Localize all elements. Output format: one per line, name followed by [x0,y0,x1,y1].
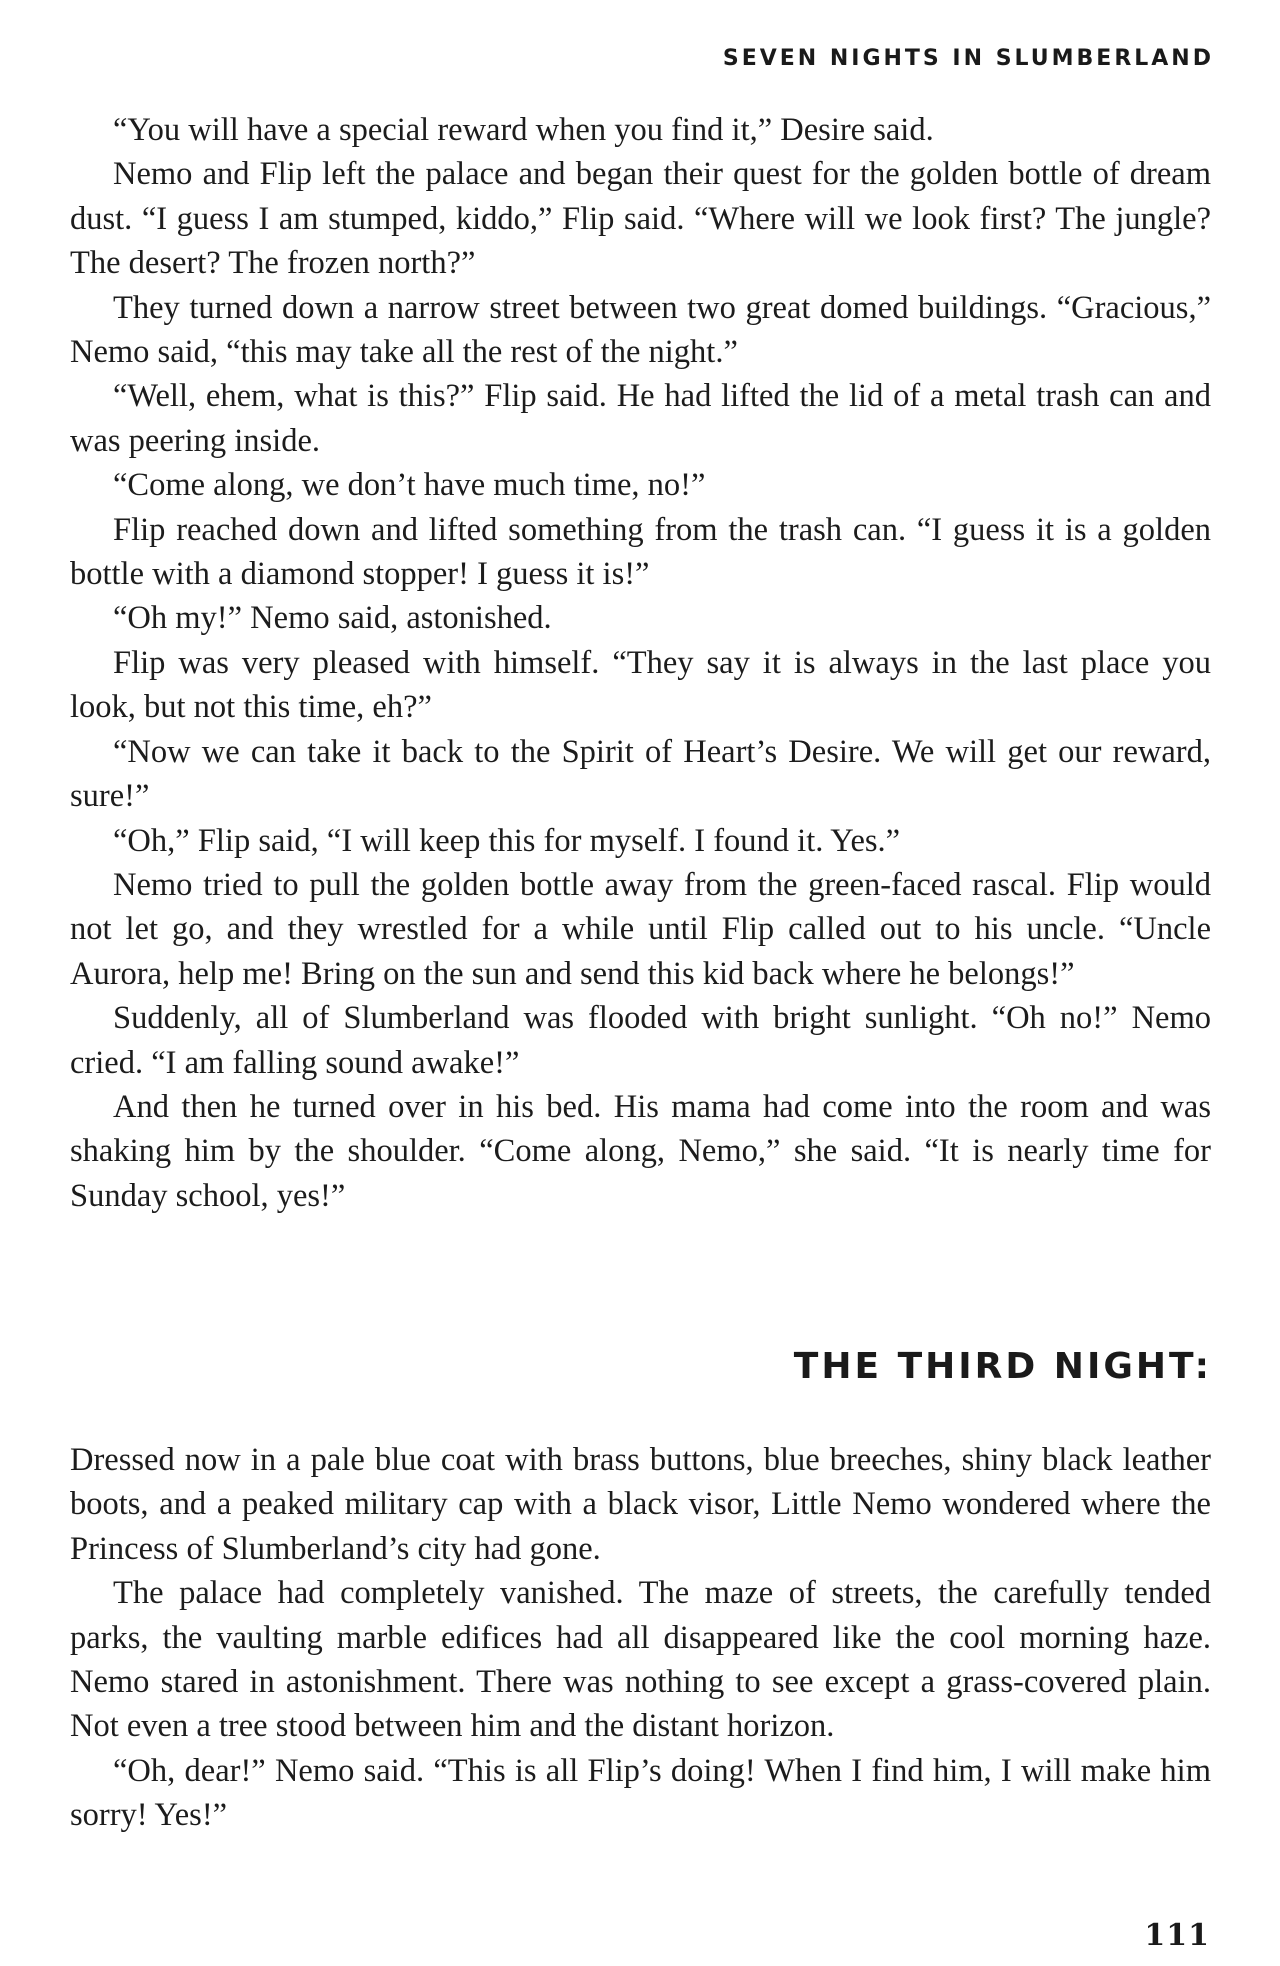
paragraph: “Oh my!” Nemo said, astonished. [113,600,552,637]
paragraph: The palace had completely vanished. The maze of streets, the carefully tended parks, the vaulting marble edifices had all disappeared like the cool morning haze. Nemo stared in astonishment. There was nothing to see except a grass-covered plain. Not even a tree stood between him and the distant horizon. [70,1575,1211,1745]
page-number: 111 [1144,1918,1210,1953]
paragraph: Nemo and Flip left the palace and began their quest for the golden bottle of dream dust. “I guess I am stumped, kiddo,” Flip said. “Where will we look first? The jungle? The desert? The frozen north?” [70,156,1211,282]
paragraph: “Oh,” Flip said, “I will keep this for myself. I found it. Yes.” [113,822,901,859]
paragraph: “Now we can take it back to the Spirit of Heart’s Desire. We will get our reward, sure!” [70,733,1211,815]
running-head: SEVEN NIGHTS IN SLUMBERLAND [722,46,1214,71]
paragraph: And then he turned over in his bed. His mama had come into the room and was shaking him by the shoulder. “Come along, Nemo,” she said. “It is nearly time for Sunday school, yes!” [70,1088,1211,1214]
paragraph: Nemo tried to pull the golden bottle away from the green-faced rascal. Flip would not let go, and they wrestled for a while until Flip called out to his uncle. “Uncle Aurora, help me! Bring on the sun and send this kid back where he belongs!” [70,866,1211,992]
paragraph: “Well, ehem, what is this?” Flip said. He had lifted the lid of a metal trash can and was peering inside. [70,378,1211,459]
paragraph: They turned down a narrow street between two great domed buildings. “Gracious,” Nemo said, “this may take all the rest of the night.” [70,289,1211,371]
body-text-after-heading [70,1438,1211,1838]
body-text-before-heading [70,108,1211,1218]
paragraph: Flip reached down and lifted something from the trash can. “I guess it is a golden bottle with a diamond stopper! I guess it is!” [70,511,1211,593]
paragraph: Flip was very pleased with himself. “They say it is always in the last place you look, but not this time, eh?” [70,644,1211,726]
paragraph: Dressed now in a pale blue coat with brass buttons, blue breeches, shiny black leather boots, and a peaked military cap with a black visor, Little Nemo wondered where the Princess of Slumberland’s city had gone. [70,1442,1211,1567]
paragraph: “Oh, dear!” Nemo said. “This is all Flip’s doing! When I find him, I will make him sorry! Yes!” [70,1752,1211,1834]
paragraph: Suddenly, all of Slumberland was flooded with bright sunlight. “Oh no!” Nemo cried. “I am falling sound awake!” [70,1000,1211,1081]
paragraph: “Come along, we don’t have much time, no!” [113,467,706,504]
paragraph: “You will have a special reward when you find it,” Desire said. [113,112,934,148]
section-heading: THE THIRD NIGHT: [793,1346,1212,1387]
